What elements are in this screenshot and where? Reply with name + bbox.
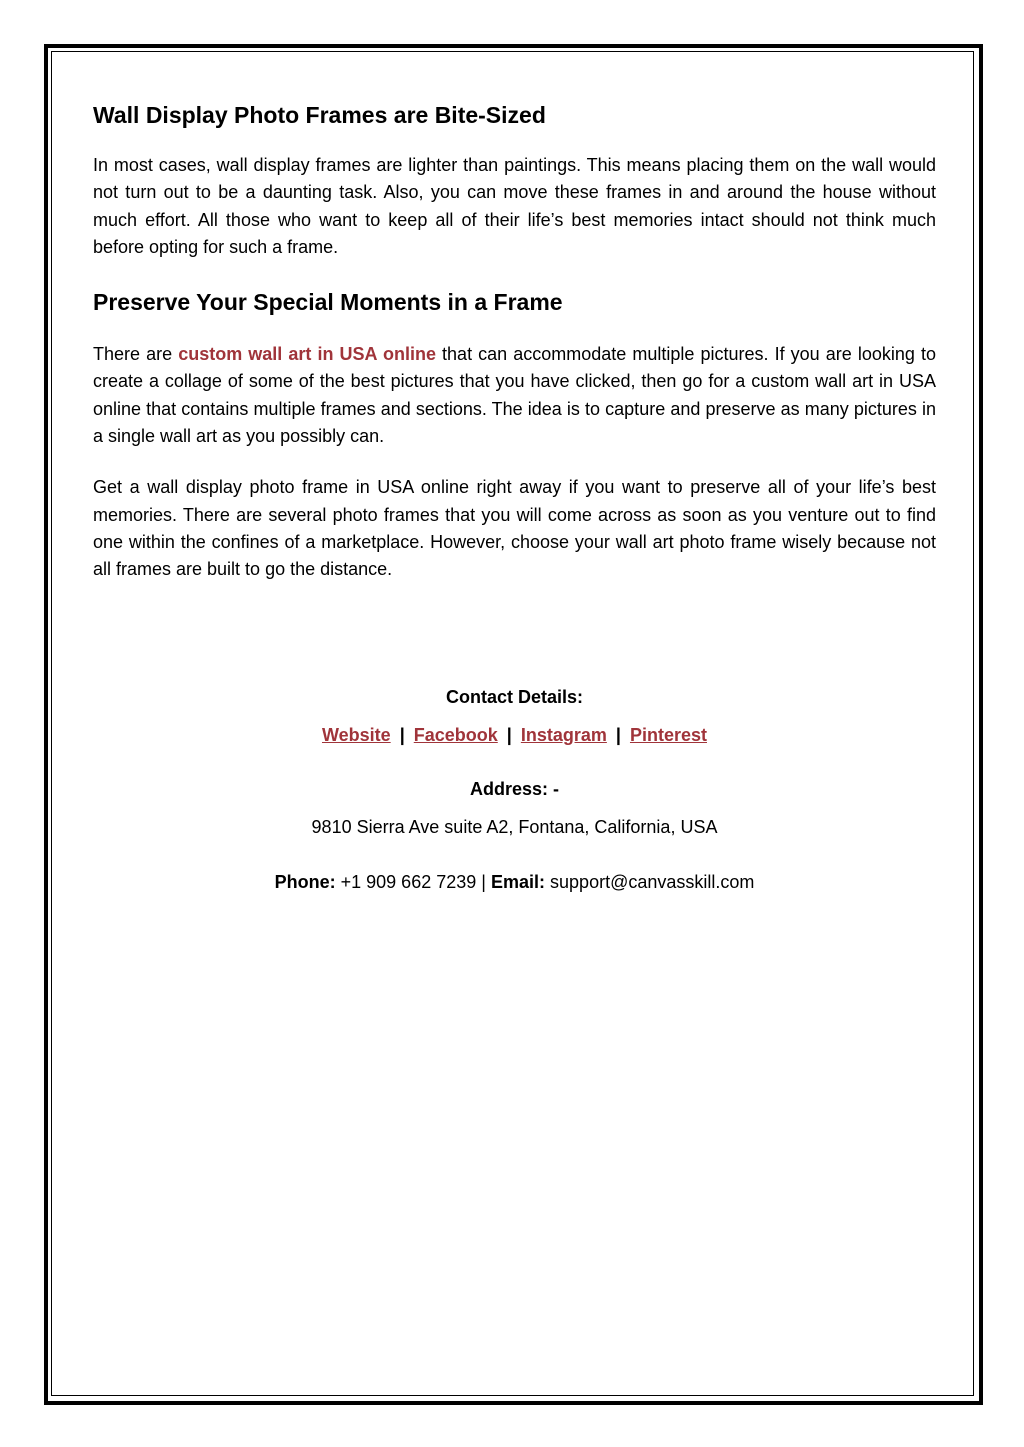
phone-email-line <box>93 868 936 896</box>
instagram-link[interactable]: Instagram <box>520 725 607 745</box>
document-body <box>93 98 936 584</box>
paragraph-wall-display-frame: Get a wall display photo frame in USA online right away if you want to preserve all of your life’s best memories. There are several photo frames that you will come across as soon as you venture out to find one within the confines of a marketplace. However, choose your wall art photo frame wisely because not all frames are built to go the distance. <box>93 477 936 580</box>
custom-wall-art-link[interactable]: custom wall art in USA online <box>178 344 436 365</box>
phone-number: +1 909 662 7239 <box>340 872 477 892</box>
section-heading-bite-sized: Wall Display Photo Frames are Bite-Sized <box>93 102 546 128</box>
website-link[interactable]: Website <box>321 725 391 745</box>
phone-label: Phone: <box>274 872 336 892</box>
section-heading-preserve: Preserve Your Special Moments in a Frame <box>93 289 563 316</box>
link-separator: | <box>399 725 405 745</box>
address-title: Address: - <box>469 779 559 799</box>
email-label: Email: <box>490 872 546 892</box>
contact-section <box>93 683 936 896</box>
paragraph-custom-wall-art <box>93 341 936 450</box>
paragraph-bite-sized: In most cases, wall display frames are lighter than paintings. This means placing them on the wall would not turn out to be a daunting task. Also, you can move these frames in and around the house without much effort. All those who want to keep all of their life’s best memories intact should not think much before opting for such a frame. <box>93 155 936 257</box>
paragraph-text-lead: There are <box>93 344 179 365</box>
link-separator: | <box>615 725 621 745</box>
paragraph-text-rest: that can accommodate multiple pictures. If you are looking to create a collage of some of the best pictures that you have clicked, then go for a custom wall art in USA online that contains multiple frames and sections. The idea is to capture and preserve as many pictures in a single wall art as you possibly can. <box>93 344 936 447</box>
address-text: 9810 Sierra Ave suite A2, Fontana, California, USA <box>311 817 718 837</box>
pinterest-link[interactable]: Pinterest <box>629 725 707 745</box>
contact-details-title: Contact Details: <box>445 687 584 707</box>
facebook-link[interactable]: Facebook <box>413 725 498 745</box>
social-links-row <box>93 721 936 749</box>
phone-email-separator: | <box>481 872 486 892</box>
email-address: support@canvasskill.com <box>550 872 755 892</box>
link-separator: | <box>506 725 512 745</box>
